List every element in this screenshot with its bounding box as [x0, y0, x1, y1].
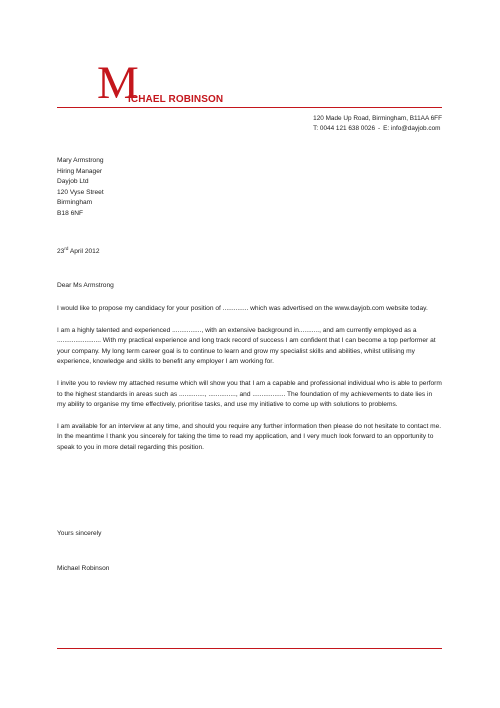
body-paragraph: I invite you to review my attached resume which will show you that I am a capable and professional individual who is able to perform to the highest standards in areas such as .............., ..............., and .................. The foundation of my achievements to date lies in my ability to organise my time effectively, prioritise tasks, and use my initiative to come up with solutions to problems. — [57, 379, 442, 409]
header-divider — [57, 107, 442, 108]
recipient-line: Mary Armstrong — [57, 157, 104, 164]
salutation: Dear Ms Armstrong — [57, 282, 114, 289]
contact-block — [313, 114, 442, 134]
signature-name: Michael Robinson — [57, 565, 110, 572]
body-paragraph: I would like to propose my candidacy for your position of .............. which was advertised on the www.dayjob.com website today. — [57, 305, 428, 312]
recipient-address — [57, 156, 104, 219]
letter-date — [57, 246, 100, 255]
recipient-line: Birmingham — [57, 199, 93, 206]
email-text: E: info@dayjob.com — [383, 125, 441, 132]
name-initial: M — [97, 57, 139, 109]
recipient-line: B18 6NF — [57, 209, 84, 217]
recipient-line: Hiring Manager — [57, 167, 103, 175]
address-line: 120 Made Up Road, Birmingham, B11AA 6FF — [313, 115, 442, 122]
date-day: 23 — [57, 248, 65, 255]
name-rest: ICHAEL ROBINSON — [128, 94, 224, 105]
recipient-line: 120 Vyse Street — [57, 188, 104, 196]
closing: Yours sincerely — [57, 530, 102, 537]
body-paragraph: I am a highly talented and experienced ................, with an extensive background in..........., and am currently employed as a ........................ With my practical experience and long track record of success I am confident that I can become a top performer at your company. My long term career goal is to continue to learn and grow my specialist skills and abilities, whilst utilising my experience, knowledge and skills to benefit any employer I am working for. — [57, 326, 436, 366]
contact-separator: - — [378, 125, 381, 132]
recipient-line: Dayjob Ltd — [57, 178, 89, 185]
phone-email-line — [313, 124, 442, 134]
letterhead — [57, 57, 442, 110]
footer-divider — [57, 648, 442, 649]
letter-body — [57, 304, 442, 465]
date-rest: April 2012 — [68, 248, 100, 255]
phone-text: T: 0044 121 638 0026 — [313, 125, 376, 132]
date-suffix: rd — [64, 246, 69, 251]
body-paragraph: I am available for an interview at any time, and should you require any further information then please do not hesitate to contact me. In the meantime I thank you sincerely for taking the time to read my application, and I very much look forward to an opportunity to speak to you in more detail regarding this position. — [57, 422, 442, 451]
